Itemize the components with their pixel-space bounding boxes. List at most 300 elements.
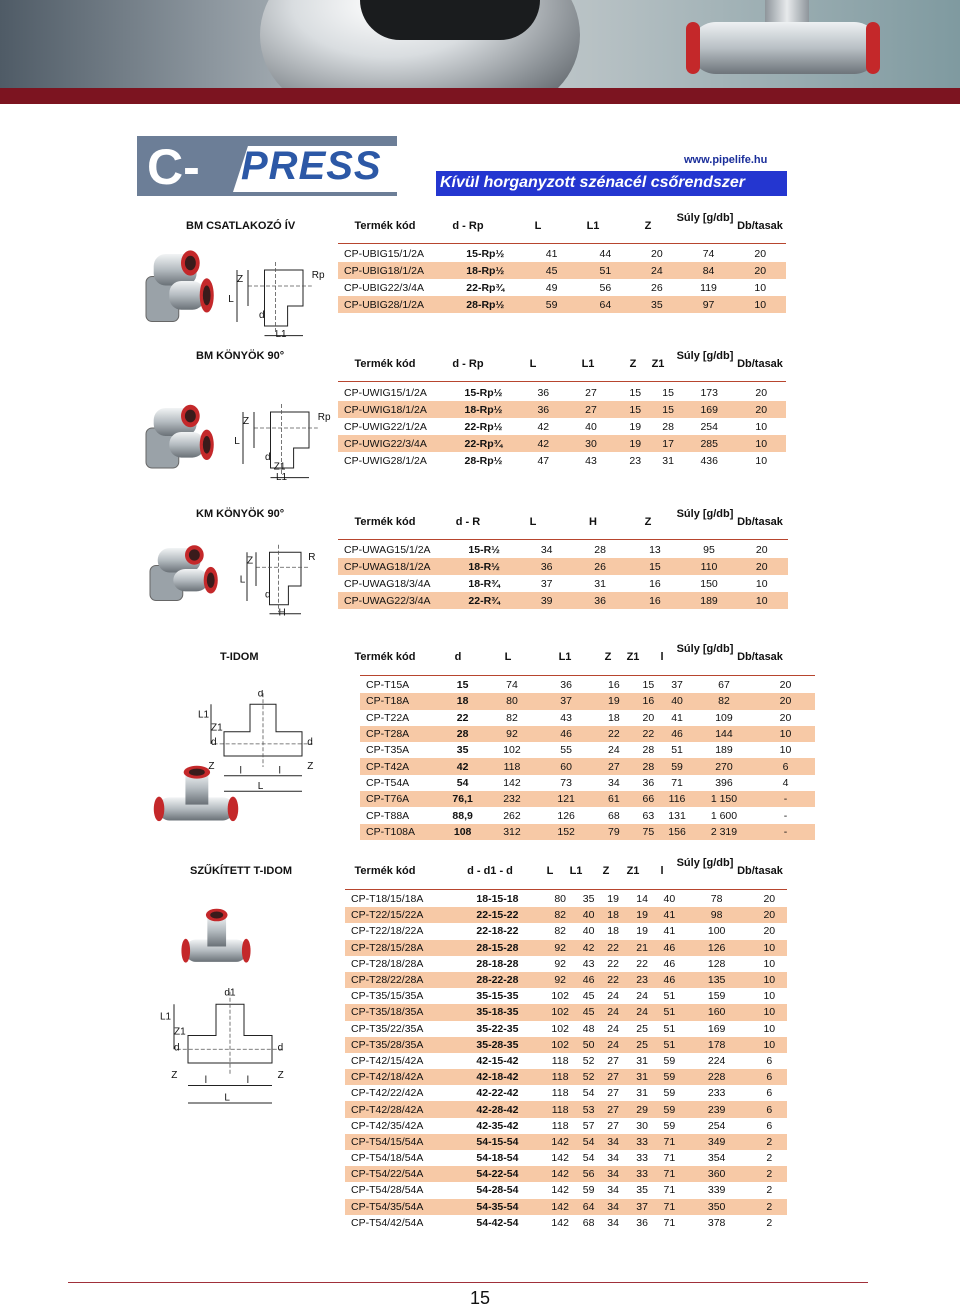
table-cell: 28-Rp½ [464, 454, 503, 467]
table-cell: 24 [608, 744, 620, 757]
table-cell: 45 [578, 1004, 599, 1020]
table-cell: 22 [456, 711, 469, 724]
table-cell: 19 [616, 435, 654, 452]
section-title: KM KÖNYÖK 90° [196, 508, 285, 520]
table-cell: CP-T22/18/22A [351, 925, 424, 938]
table-cell: 71 [663, 1216, 676, 1229]
table-cell: 16 [635, 693, 663, 709]
table-cell: 18 [607, 925, 619, 938]
column-header: Db/tasak [737, 516, 783, 528]
product-table [360, 677, 815, 840]
table-cell: 34 [608, 776, 620, 789]
fitting-photo-wrap [180, 908, 252, 983]
table-cell: 10 [752, 940, 787, 956]
table-cell: 51 [663, 1022, 676, 1035]
technical-drawing [238, 541, 328, 616]
table-cell: 22 [635, 726, 663, 742]
table-row [360, 758, 815, 774]
table-cell: 33 [627, 1166, 657, 1182]
fitting-photo [142, 400, 220, 480]
table-cell: 76,1 [440, 791, 484, 807]
table-cell: 178 [682, 1037, 752, 1053]
table-cell: 92 [554, 957, 567, 970]
table-cell: 46 [657, 940, 682, 956]
column-header: Z [644, 220, 652, 232]
drawing-label: d [211, 737, 217, 748]
table-row [345, 972, 787, 988]
table-cell: 10 [735, 592, 788, 609]
table-cell: 2 [766, 1216, 773, 1229]
table-cell: 173 [700, 386, 718, 399]
table-cell: 2 [752, 1199, 787, 1215]
table-cell: 312 [485, 824, 539, 840]
table-cell: 20 [779, 711, 792, 724]
table-cell: 6 [766, 1119, 773, 1132]
table-cell: 18-Rp½ [446, 401, 521, 418]
table-cell: 31 [627, 1069, 657, 1085]
table-cell: 30 [566, 435, 616, 452]
table-cell: 75 [635, 824, 663, 840]
table-cell: 59 [663, 1054, 676, 1067]
table-cell: 35 [456, 744, 469, 757]
table-cell: 22 [593, 726, 634, 742]
table-cell: 10 [734, 296, 786, 313]
product-table [338, 245, 786, 313]
table-cell: 22-Rp¾ [466, 281, 505, 294]
drawing-label: l [278, 765, 281, 777]
table-cell: 42-35-42 [476, 1119, 519, 1132]
fitting-photo [142, 245, 220, 335]
c-press-logo: C- PRESS [137, 136, 397, 196]
table-row [338, 592, 788, 609]
product-section [0, 857, 960, 1241]
table-cell: 2 319 [692, 824, 756, 840]
column-header: d [454, 651, 462, 663]
drawing-label: L1 [160, 1011, 172, 1023]
table-cell: 37 [540, 577, 553, 590]
drawing-label: Z [307, 761, 314, 773]
table-cell: CP-T28/15/28A [345, 940, 453, 956]
column-header: d - d1 - d [467, 865, 513, 877]
section-title: T-IDOM [220, 651, 259, 663]
table-cell: 116 [662, 791, 692, 807]
table-cell: 71 [663, 1152, 676, 1165]
drawing-label: Rp [317, 412, 331, 423]
table-cell: 92 [485, 726, 539, 742]
table-cell: CP-T22A [366, 711, 410, 724]
table-cell: 59 [582, 1184, 595, 1197]
column-header: Termék kód [354, 865, 416, 877]
table-cell: 15-R½ [468, 543, 500, 556]
table-cell: 15 [616, 401, 654, 418]
table-cell: 378 [707, 1216, 726, 1229]
table-cell: 2 [752, 1134, 787, 1150]
column-header: L [504, 651, 512, 663]
table-cell: 34 [599, 1134, 627, 1150]
table-cell: 27 [599, 1069, 627, 1085]
table-cell: 40 [663, 893, 676, 906]
table-cell: 46 [539, 726, 593, 742]
table-cell: 42-18-42 [453, 1069, 543, 1085]
table-cell: 22-15-22 [453, 907, 543, 923]
column-header: Z [629, 358, 637, 370]
table-cell: CP-UWIG22/1/2A [344, 420, 427, 433]
table-cell: 22 [599, 940, 627, 956]
table-cell: 27 [599, 1101, 627, 1117]
table-cell: 19 [627, 907, 657, 923]
table-cell: 35 [636, 1184, 648, 1197]
table-cell: CP-T35/28/35A [345, 1037, 453, 1053]
column-header: L1 [586, 220, 600, 232]
column-header: Termék kód [354, 651, 416, 663]
table-cell: CP-UWIG18/1/2A [338, 401, 446, 418]
table-cell: 54-28-54 [476, 1184, 519, 1197]
table-cell: 436 [700, 454, 718, 467]
column-header: d - R [455, 516, 481, 528]
table-cell: 43 [560, 711, 572, 724]
table-cell: 24 [607, 1022, 619, 1035]
table-cell: 121 [539, 791, 593, 807]
column-header: Z [644, 516, 652, 528]
table-cell: CP-T18A [360, 693, 440, 709]
table-cell: 20 [736, 401, 786, 418]
table-cell: 19 [636, 925, 648, 938]
table-cell: 67 [718, 679, 730, 692]
table-cell: 54-15-54 [453, 1134, 543, 1150]
table-cell: 55 [560, 744, 572, 757]
table-cell: 10 [763, 1022, 776, 1035]
table-cell: 28-Rp½ [447, 296, 524, 313]
table-cell: 18 [608, 711, 620, 724]
table-cell: CP-T28/18/28A [351, 957, 424, 970]
column-header: L [546, 865, 554, 877]
table-cell: 71 [671, 776, 683, 789]
table-cell: 110 [683, 558, 736, 575]
drawing-label: L1 [276, 472, 288, 480]
table-row [345, 1134, 787, 1150]
table-cell: CP-UWAG22/3/4A [338, 592, 448, 609]
column-header: l [660, 651, 664, 663]
table-row [360, 775, 815, 791]
table-cell: 36 [520, 558, 573, 575]
table-cell: 36 [560, 679, 572, 692]
drawing-label: l [204, 1075, 208, 1086]
website-url[interactable]: www.pipelife.hu [684, 154, 768, 166]
table-cell: 34 [599, 1199, 627, 1215]
table-cell: 28-18-28 [476, 957, 519, 970]
table-cell: 97 [683, 296, 735, 313]
table-cell: 22-18-22 [476, 925, 519, 938]
drawing-label: Z [171, 1070, 178, 1081]
header-rule [360, 675, 815, 676]
drawing-label: L [234, 436, 240, 447]
column-header: L1 [558, 651, 572, 663]
table-cell: 142 [542, 1134, 578, 1150]
table-row [345, 956, 787, 972]
table-cell: 27 [585, 386, 597, 399]
table-cell: 21 [627, 940, 657, 956]
table-cell: 2 [766, 1152, 773, 1165]
table-cell: 34 [599, 1166, 627, 1182]
fitting-photo-wrap [146, 541, 224, 616]
table-cell: 20 [651, 247, 663, 260]
table-cell: 22-R¾ [448, 592, 520, 609]
table-cell: 46 [657, 972, 682, 988]
table-cell: 126 [557, 809, 575, 822]
table-cell: 68 [608, 809, 620, 822]
table-cell: 44 [599, 247, 612, 260]
table-cell: 126 [682, 940, 752, 956]
table-cell: 45 [524, 262, 580, 279]
table-cell: 98 [682, 907, 752, 923]
table-row [345, 891, 787, 907]
table-cell: 142 [503, 776, 521, 789]
table-cell: 239 [682, 1101, 752, 1117]
table-row [345, 1085, 787, 1101]
table-cell: 42 [521, 435, 566, 452]
table-cell: 59 [657, 1101, 682, 1117]
table-cell: 36 [636, 1216, 648, 1229]
drawing-label: L [228, 294, 234, 305]
drawing-label: d [257, 690, 264, 700]
table-cell: 17 [654, 435, 682, 452]
table-cell: 31 [594, 577, 606, 590]
table-row [338, 558, 788, 575]
table-cell: CP-T28A [360, 726, 440, 742]
table-cell: 24 [636, 990, 648, 1003]
table-row [360, 710, 815, 726]
table-cell: 262 [503, 809, 521, 822]
table-cell: 42 [578, 940, 599, 956]
table-cell: 37 [671, 679, 683, 692]
table-cell: 71 [657, 1199, 682, 1215]
table-cell: 26 [573, 558, 627, 575]
table-cell: 15 [456, 679, 469, 692]
table-cell: CP-T88A [366, 809, 410, 822]
table-row [345, 988, 787, 1004]
header-rule [338, 381, 786, 382]
header-rule [345, 889, 787, 890]
table-cell: 360 [682, 1166, 752, 1182]
table-cell: 22-Rp½ [464, 420, 503, 433]
table-cell: 10 [763, 990, 776, 1003]
table-cell: 31 [636, 1054, 648, 1067]
table-row [338, 452, 786, 469]
table-cell: 51 [657, 1037, 682, 1053]
fitting-photo-wrap [142, 245, 220, 340]
column-header: Termék kód [354, 358, 416, 370]
table-cell: CP-UWIG15/1/2A [344, 386, 427, 399]
table-row [345, 907, 787, 923]
table-cell: CP-UWIG22/3/4A [338, 435, 446, 452]
table-cell: 27 [607, 1087, 619, 1100]
table-row [360, 807, 815, 823]
column-header: Db/tasak [737, 358, 783, 370]
column-header: Db/tasak [737, 865, 783, 877]
footer-rule [68, 1282, 868, 1283]
table-cell: 92 [542, 940, 578, 956]
column-header: d - Rp [452, 358, 484, 370]
product-table [345, 891, 787, 1231]
product-section [0, 508, 960, 619]
table-cell: 23 [627, 972, 657, 988]
table-cell: CP-T15A [366, 679, 410, 692]
table-cell: 42 [537, 420, 550, 433]
table-cell: 59 [662, 758, 692, 774]
table-cell: 25 [627, 1037, 657, 1053]
table-cell: CP-T18/15/18A [351, 893, 424, 906]
table-cell: 28 [642, 744, 655, 757]
table-cell: 42-28-42 [453, 1101, 543, 1117]
fitting-photo-wrap [142, 400, 220, 485]
table-cell: 36 [642, 776, 655, 789]
table-cell: 59 [663, 1087, 676, 1100]
table-cell: 102 [542, 1004, 578, 1020]
table-cell: 52 [578, 1069, 599, 1085]
table-cell: 41 [545, 247, 558, 260]
table-cell: 6 [766, 1054, 773, 1067]
table-cell: 118 [485, 758, 539, 774]
table-cell: 41 [657, 907, 682, 923]
table-row [338, 279, 786, 296]
column-header: Súly [g/db] [676, 857, 734, 869]
product-table [338, 384, 786, 469]
table-cell: 41 [671, 711, 683, 724]
table-cell: 15-Rp½ [464, 386, 503, 399]
table-cell: 40 [585, 420, 597, 433]
table-row [338, 245, 786, 262]
table-cell: 49 [545, 281, 558, 294]
table-cell: CP-T54/18/54A [351, 1152, 424, 1165]
table-cell: 95 [703, 543, 715, 556]
table-cell: 10 [756, 726, 815, 742]
technical-drawing [226, 258, 336, 338]
table-cell: 52 [582, 1054, 595, 1067]
table-cell: 22 [636, 957, 648, 970]
table-cell: 10 [755, 454, 768, 467]
table-row [360, 677, 815, 693]
table-cell: 50 [578, 1037, 599, 1053]
table-cell: - [756, 824, 815, 840]
table-cell: 109 [715, 711, 733, 724]
table-cell: 20 [779, 679, 792, 692]
fitting-photo [146, 541, 224, 611]
table-cell: 63 [642, 809, 655, 822]
column-header: L1 [569, 865, 583, 877]
table-cell: 13 [649, 543, 661, 556]
table-cell: 46 [578, 972, 599, 988]
table-cell: 18-R¾ [468, 577, 500, 590]
table-cell: 2 [752, 1166, 787, 1182]
table-cell: 15 [654, 401, 682, 418]
table-row [345, 1021, 787, 1037]
technical-drawing-wrap [232, 400, 342, 485]
table-cell: 18 [599, 907, 627, 923]
table-cell: 29 [627, 1101, 657, 1117]
table-cell: 118 [542, 1101, 578, 1117]
table-cell: 10 [763, 957, 776, 970]
table-cell: 118 [542, 1069, 578, 1085]
table-cell: 60 [539, 758, 593, 774]
table-cell: 53 [578, 1101, 599, 1117]
table-cell: 20 [763, 925, 776, 938]
column-header: L [529, 358, 537, 370]
table-row [345, 940, 787, 956]
table-cell: 20 [763, 893, 776, 906]
table-cell: 73 [560, 776, 572, 789]
table-cell: 48 [582, 1022, 595, 1035]
drawing-label: d1 [224, 988, 236, 999]
table-cell: 6 [752, 1069, 787, 1085]
drawing-label: d [265, 452, 271, 463]
table-cell: 169 [707, 1022, 726, 1035]
table-cell: 51 [580, 262, 631, 279]
table-cell: 42 [440, 758, 484, 774]
table-cell: CP-T42/22/42A [351, 1087, 424, 1100]
table-cell: CP-UBIG28/1/2A [338, 296, 447, 313]
technical-drawing-wrap [238, 541, 328, 621]
table-cell: 36 [573, 592, 627, 609]
table-cell: 20 [642, 711, 655, 724]
table-cell: 349 [682, 1134, 752, 1150]
table-cell: 15 [662, 386, 674, 399]
table-cell: 10 [754, 281, 767, 294]
table-cell: 142 [542, 1166, 578, 1182]
table-cell: - [783, 809, 788, 822]
drawing-label: H [278, 607, 286, 616]
column-header: L [534, 220, 542, 232]
table-cell: 80 [554, 893, 567, 906]
table-row [345, 1182, 787, 1198]
drawing-label: L [257, 781, 264, 792]
table-cell: 31 [636, 1087, 648, 1100]
table-cell: 15 [642, 679, 655, 692]
table-cell: 40 [578, 907, 599, 923]
table-cell: 16 [608, 679, 620, 692]
table-cell: 131 [668, 809, 686, 822]
drawing-label: d [259, 310, 265, 321]
table-cell: 34 [540, 543, 553, 556]
table-row [345, 1004, 787, 1020]
column-header: Termék kód [354, 220, 416, 232]
table-cell: CP-T35/15/35A [351, 990, 424, 1003]
table-cell: 228 [682, 1069, 752, 1085]
table-cell: 27 [593, 758, 634, 774]
table-cell: 24 [607, 990, 619, 1003]
table-cell: 31 [662, 454, 674, 467]
table-cell: 28 [662, 420, 674, 433]
column-header: l [660, 865, 664, 877]
table-cell: 54 [578, 1134, 599, 1150]
table-row [338, 575, 788, 592]
table-cell: 43 [582, 957, 595, 970]
drawing-label: d [265, 589, 271, 601]
table-cell: 22-Rp¾ [446, 435, 521, 452]
table-cell: 47 [537, 454, 550, 467]
drawing-label: Z1 [174, 1026, 186, 1038]
system-subtitle: Kívül horganyzott szénacél csőrendszer [440, 174, 745, 191]
table-cell: 118 [551, 1119, 569, 1132]
column-header: Z [602, 865, 610, 877]
drawing-label: Z [243, 416, 250, 427]
column-header: Termék kód [354, 516, 416, 528]
technical-drawing [160, 988, 300, 1113]
drawing-label: d [307, 737, 313, 748]
table-cell: 41 [663, 925, 676, 938]
table-cell: 24 [631, 262, 682, 279]
table-cell: 46 [662, 726, 692, 742]
table-cell: CP-T54A [366, 776, 410, 789]
